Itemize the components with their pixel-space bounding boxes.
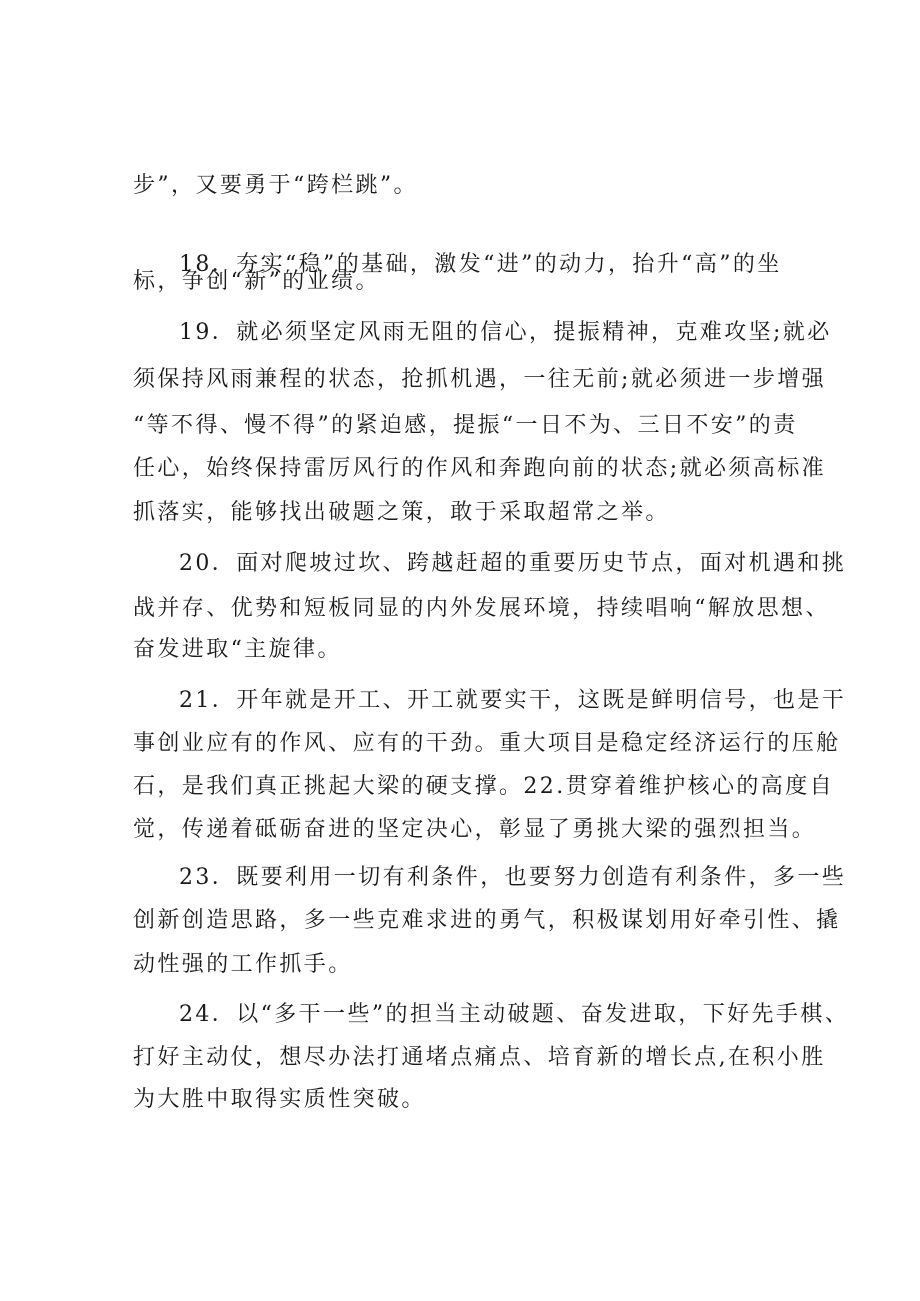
text-line: 21．开年就是开工、开工就要实干，这既是鲜明信号，也是干 (179, 688, 847, 713)
text-line: 战并存、优势和短板同显的内外发展环境，持续唱响“解放思想、 (133, 596, 830, 621)
text-line: 步”，又要勇于“跨栏跳”。 (133, 173, 418, 198)
text-line: 石，是我们真正挑起大梁的硬支撑。22.贯穿着维护核心的高度自 (133, 774, 834, 799)
text-line: “等不得、慢不得”的紧迫感，提振“一日不为、三日不安”的责 (133, 413, 798, 438)
text-line: 须保持风雨兼程的状态，抢抓机遇，一往无前;就必须进一步增强 (133, 367, 827, 392)
text-line: 任心，始终保持雷厉风行的作风和奔跑向前的状态;就必须高标准 (133, 456, 827, 481)
text-line: 20．面对爬坡过坎、跨越赶超的重要历史节点，面对机遇和挑 (179, 551, 847, 576)
text-line: 24．以“多干一些”的担当主动破题、奋发进取，下好先手棋、 (179, 1002, 850, 1027)
text-line: 事创业应有的作风、应有的干劲。重大项目是稳定经济运行的压舱 (133, 731, 841, 756)
text-line: 觉，传递着砥砺奋进的坚定决心，彰显了勇挑大梁的强烈担当。 (133, 817, 817, 842)
text-line: 19．就必须坚定风雨无阻的信心，提振精神，克难攻坚;就必 (179, 320, 832, 345)
text-line: 动性强的工作抓手。 (133, 952, 353, 977)
text-line: 奋发进取“主旋律。 (133, 637, 342, 662)
text-line: 抓落实，能够找出破题之策，敢于采取超常之举。 (133, 500, 670, 525)
text-line: 标，争创“新”的业绩。 (133, 269, 380, 294)
text-line: 打好主动仗，想尽办法打通堵点痛点、培育新的增长点,在积小胜 (133, 1045, 826, 1070)
text-line: 18．夯实“稳”的基础，激发“进”的动力，抬升“高”的坐 (179, 252, 782, 277)
text-line: 创新创造思路，多一些克难求进的勇气，积极谋划用好牵引性、撬 (133, 908, 841, 933)
text-line: 23．既要利用一切有利条件，也要努力创造有利条件，多一些 (179, 865, 847, 890)
text-line: 为大胜中取得实质性突破。 (133, 1087, 426, 1112)
